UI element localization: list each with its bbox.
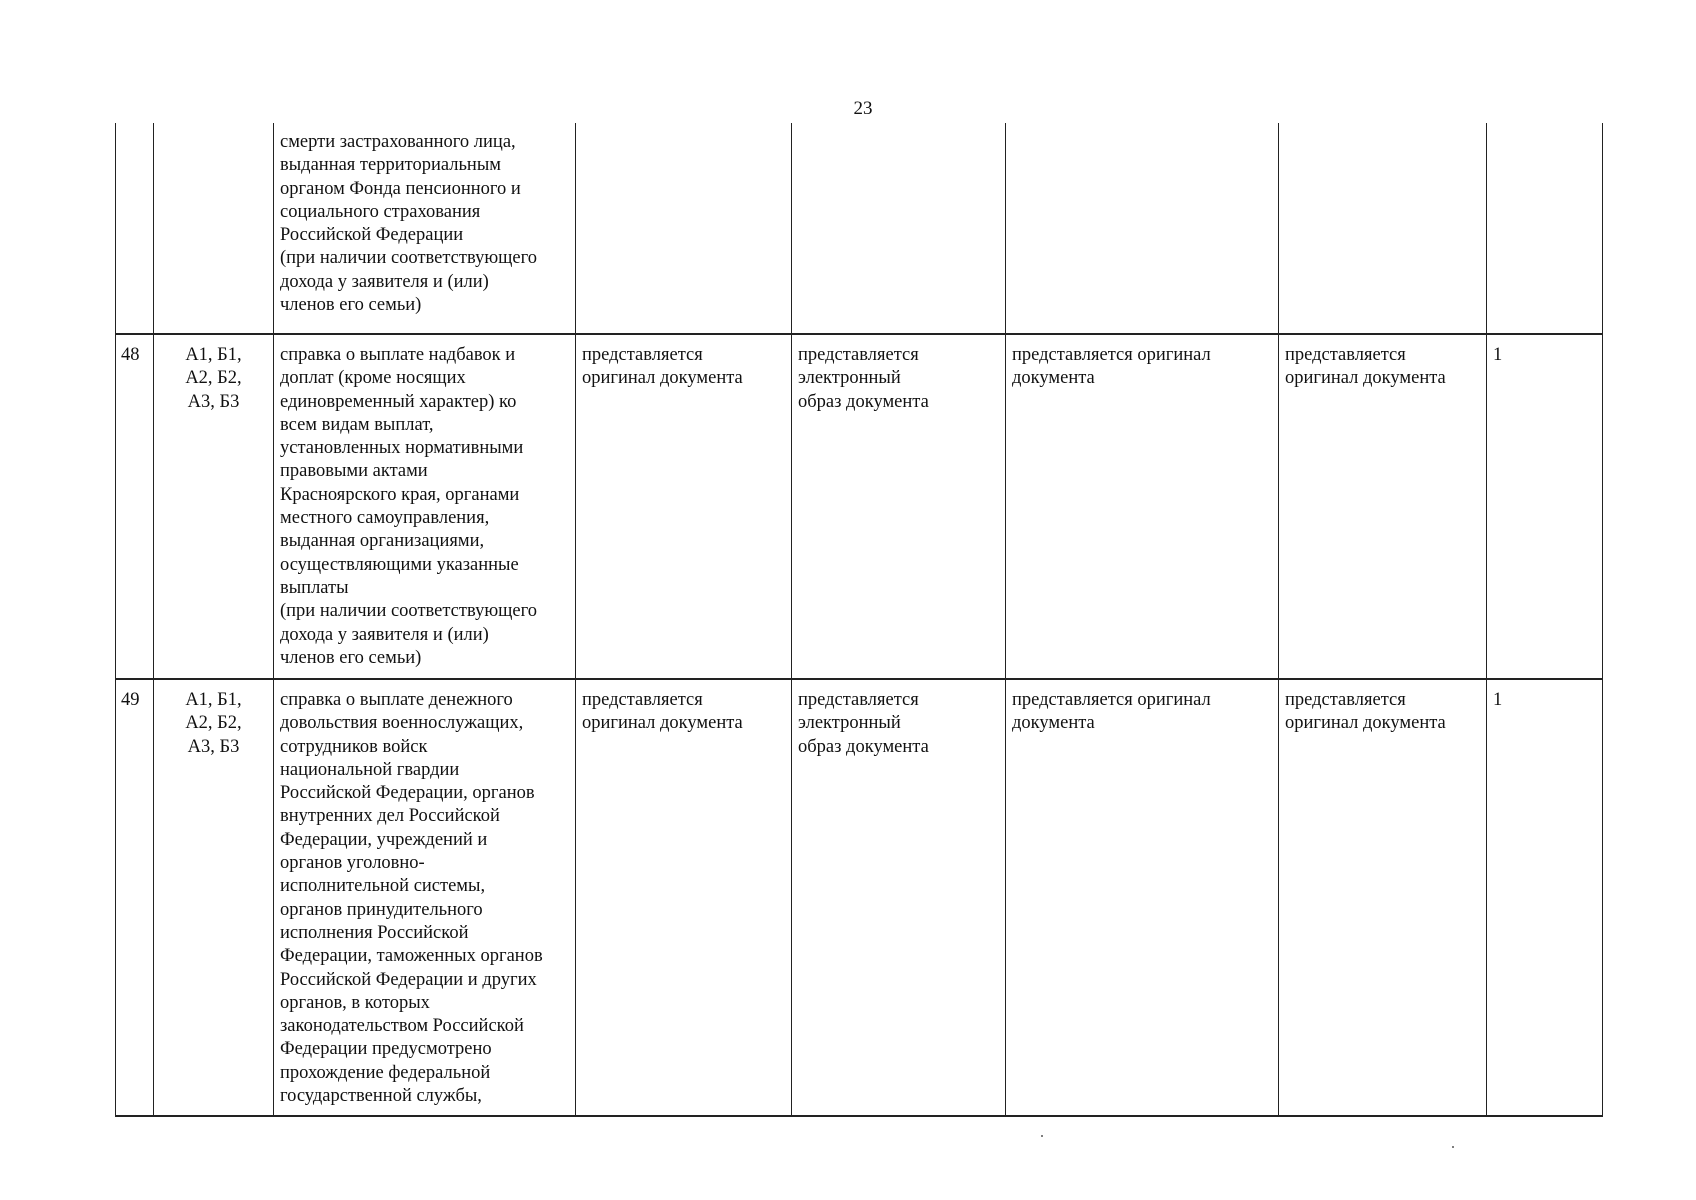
document-name: справка о выплате надбавок и доплат (кроме носящих единовременный характер) ко всем видам выплат, установленных нормативными правовыми актами Красноярского края, органами местного самоуправления, выданная организациями, осуществляющими указанные выплаты (при наличии соответствующего дохода у заявителя и (или) членов его семьи) [274, 334, 576, 679]
table-row [116, 679, 1603, 1116]
submission-form-cell [576, 123, 792, 334]
applicant-categories: А1, Б1, А2, Б2, А3, Б3 [154, 334, 274, 679]
electronic-form-cell: представляется электронный образ документа [792, 679, 1006, 1116]
table-row [116, 334, 1603, 679]
submission-method-cell-2: представляется оригинал документа [1279, 679, 1487, 1116]
requirements-table [115, 123, 1603, 1117]
copies-count: 1 [1487, 334, 1603, 679]
submission-form-cell: представляется оригинал документа [576, 334, 792, 679]
table-row [116, 123, 1603, 334]
electronic-form-cell: представляется электронный образ документа [792, 334, 1006, 679]
page-number: 23 [853, 98, 873, 119]
row-number: 48 [116, 334, 154, 679]
row-number: 49 [116, 679, 154, 1116]
submission-method-cell [1006, 123, 1279, 334]
submission-method-cell-2: представляется оригинал документа [1279, 334, 1487, 679]
submission-form-cell: представляется оригинал документа [576, 679, 792, 1116]
copies-count: 1 [1487, 679, 1603, 1116]
row-number [116, 123, 154, 334]
submission-method-cell: представляется оригинал документа [1006, 679, 1279, 1116]
copies-count [1487, 123, 1603, 334]
submission-method-cell-2 [1279, 123, 1487, 334]
scan-speck [1041, 1135, 1043, 1137]
submission-method-cell: представляется оригинал документа [1006, 334, 1279, 679]
applicant-categories: А1, Б1, А2, Б2, А3, Б3 [154, 679, 274, 1116]
scan-speck [1452, 1146, 1454, 1148]
applicant-categories [154, 123, 274, 334]
document-name: смерти застрахованного лица, выданная территориальным органом Фонда пенсионного и социального страхования Российской Федерации (при наличии соответствующего дохода у заявителя и (или) членов его семьи) [274, 123, 576, 334]
document-name: справка о выплате денежного довольствия военнослужащих, сотрудников войск национальной гвардии Российской Федерации, органов внутренних дел Российской Федерации, учреждений и органов уголовно- исполнительной системы, органов принудительного исполнения Российской Федерации, таможенных органов Российской Федерации и других органов, в которых законодательством Российской Федерации предусмотрено прохождение федеральной государственной службы, [274, 679, 576, 1116]
electronic-form-cell [792, 123, 1006, 334]
